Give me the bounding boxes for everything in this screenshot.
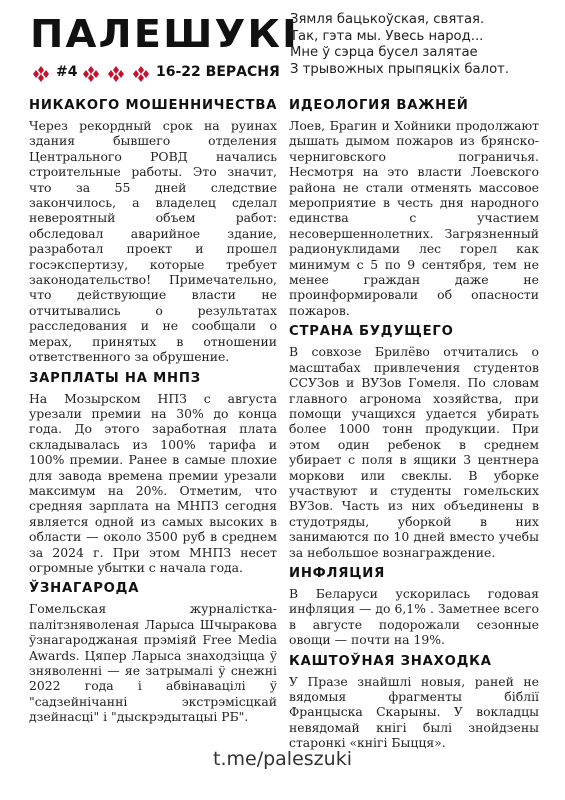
article-body: На Мозырском НПЗ с августа урезали премии на 30% до конца года. До этого заработная плата складывалась из 100% тарифа и 100% премии. Ранее в самые плохие для завода времена премии урезали максимум на 20%. Отметим, что средняя зарплата на МНПЗ сегодня является одной из самых высоких в области — около 3500 руб в среднем за 2024 г. При этом МНПЗ несет огромные убытки с начала года. [29,390,277,575]
article-heading: СТРАНА БУДУЩЕГО [289,324,454,340]
left-column [29,98,277,725]
article-heading: ЗАРПЛАТЫ НА МНПЗ [29,370,201,386]
article-heading: ИДЕОЛОГИЯ ВАЖНЕЙ [289,98,469,113]
article-find [289,654,539,751]
article-award [29,581,277,724]
article-heading: ИНФЛЯЦИЯ [289,565,386,581]
article-body: Через рекордный срок на руинах здания бывшего отделения Центрального РОВД начались строительные работы. Это значит, что за 55 дней следствие закончилось, а владелец сделал невероятный объем работ: обследовал аварийное здание, разработал проект и прошел госэкспертизу, которые требует законодательство! Примечательно, что действующие власти не отчитывались о результатах расследования и не сообщали о мерах, принятых в отношении ответственного за обрушение. [29,118,277,365]
article-ideology [289,98,539,318]
article-heading: КАШТОЎНАЯ ЗНАХОДКА [289,653,492,669]
article-body: Лоев, Брагин и Хойники продолжают дышать дымом пожаров из брянско-черниговского пограничья. Несмотря на это власти Лоевского района не стали отменять массовое мероприятие в честь дня народного единства с участием несовершеннолетних. Загрязненный радионуклидами лес горел как минимум с 5 по 9 сентября, тем не менее граждан даже не проинформировали об опасности пожаров. [289,118,539,318]
article-salaries [29,371,277,576]
article-heading: ЎЗНАГАРОДА [29,581,140,597]
article-inflation [289,566,539,648]
issue-row [30,62,280,84]
poem-line: З трывожных прыпяцкіх балот. [290,61,510,77]
article-fraud [29,98,277,365]
article-body: У Празе знайшлі новыя, раней не вядомыя фрагменты біблії Францыска Скарыны. У вокладцы невядомай кнігі былі знойдзены старонкі «кнігі Быцця». [289,673,539,751]
ornament-icon [80,66,152,82]
poem-line: Мне ў сэрца бусел залятае [290,45,478,60]
issue-dates: 16-22 ВЕРАСНЯ [156,64,280,80]
telegram-link[interactable]: t.me/paleszuki [213,748,352,770]
issue-number: #4 [56,64,78,80]
poem-line: Зямля бацькоўская, святая. [290,12,485,27]
article-heading: НИКАКОГО МОШЕННИЧЕСТВА [29,98,278,113]
poem-epigraph [290,12,550,78]
article-body: В совхозе Брилёво отчитались о масштабах привлечения студентов ССУЗов и ВУЗов Гомеля. По словам главного агронома хозяйства, при помощи учащихся удается убирать более 1000 тонн продукции. При этом один ребенок в среднем убирает с поля в ящики 3 центнера моркови или свеклы. В уборке участвуют и студенты гомельских ВУЗов. Часть из них объединены в студотряды, уборкой в них занимаются по 10 дней вместо учебы за небольшое вознаграждение. [289,344,539,560]
poem-line: Так, гэта мы. Увесь народ... [290,28,484,44]
right-column [289,98,539,751]
article-future [289,324,539,560]
ornament-icon [30,66,52,82]
article-body: В Беларуси ускорилась годовая инфляция — до 6,1% . Заметнее всего в августе подорожали сезонные овощи — почти на 19%. [289,585,539,648]
masthead [30,12,299,84]
newspaper-logo: ПАЛЕШУКІ [30,12,299,56]
article-body: Гомельская журналістка-палітзняволеная Ларыса Шчыракова ўзнагароджаная прэміяй Free Media Awards. Цяпер Ларыса знаходзіцца ў зняволенні — яе затрымалі ў снежні 2022 года і абвінавацілі ў "садзейнічанні экстрэмісцкай дзейнасці" і "дыскрэдытацыі РБ". [29,601,277,725]
